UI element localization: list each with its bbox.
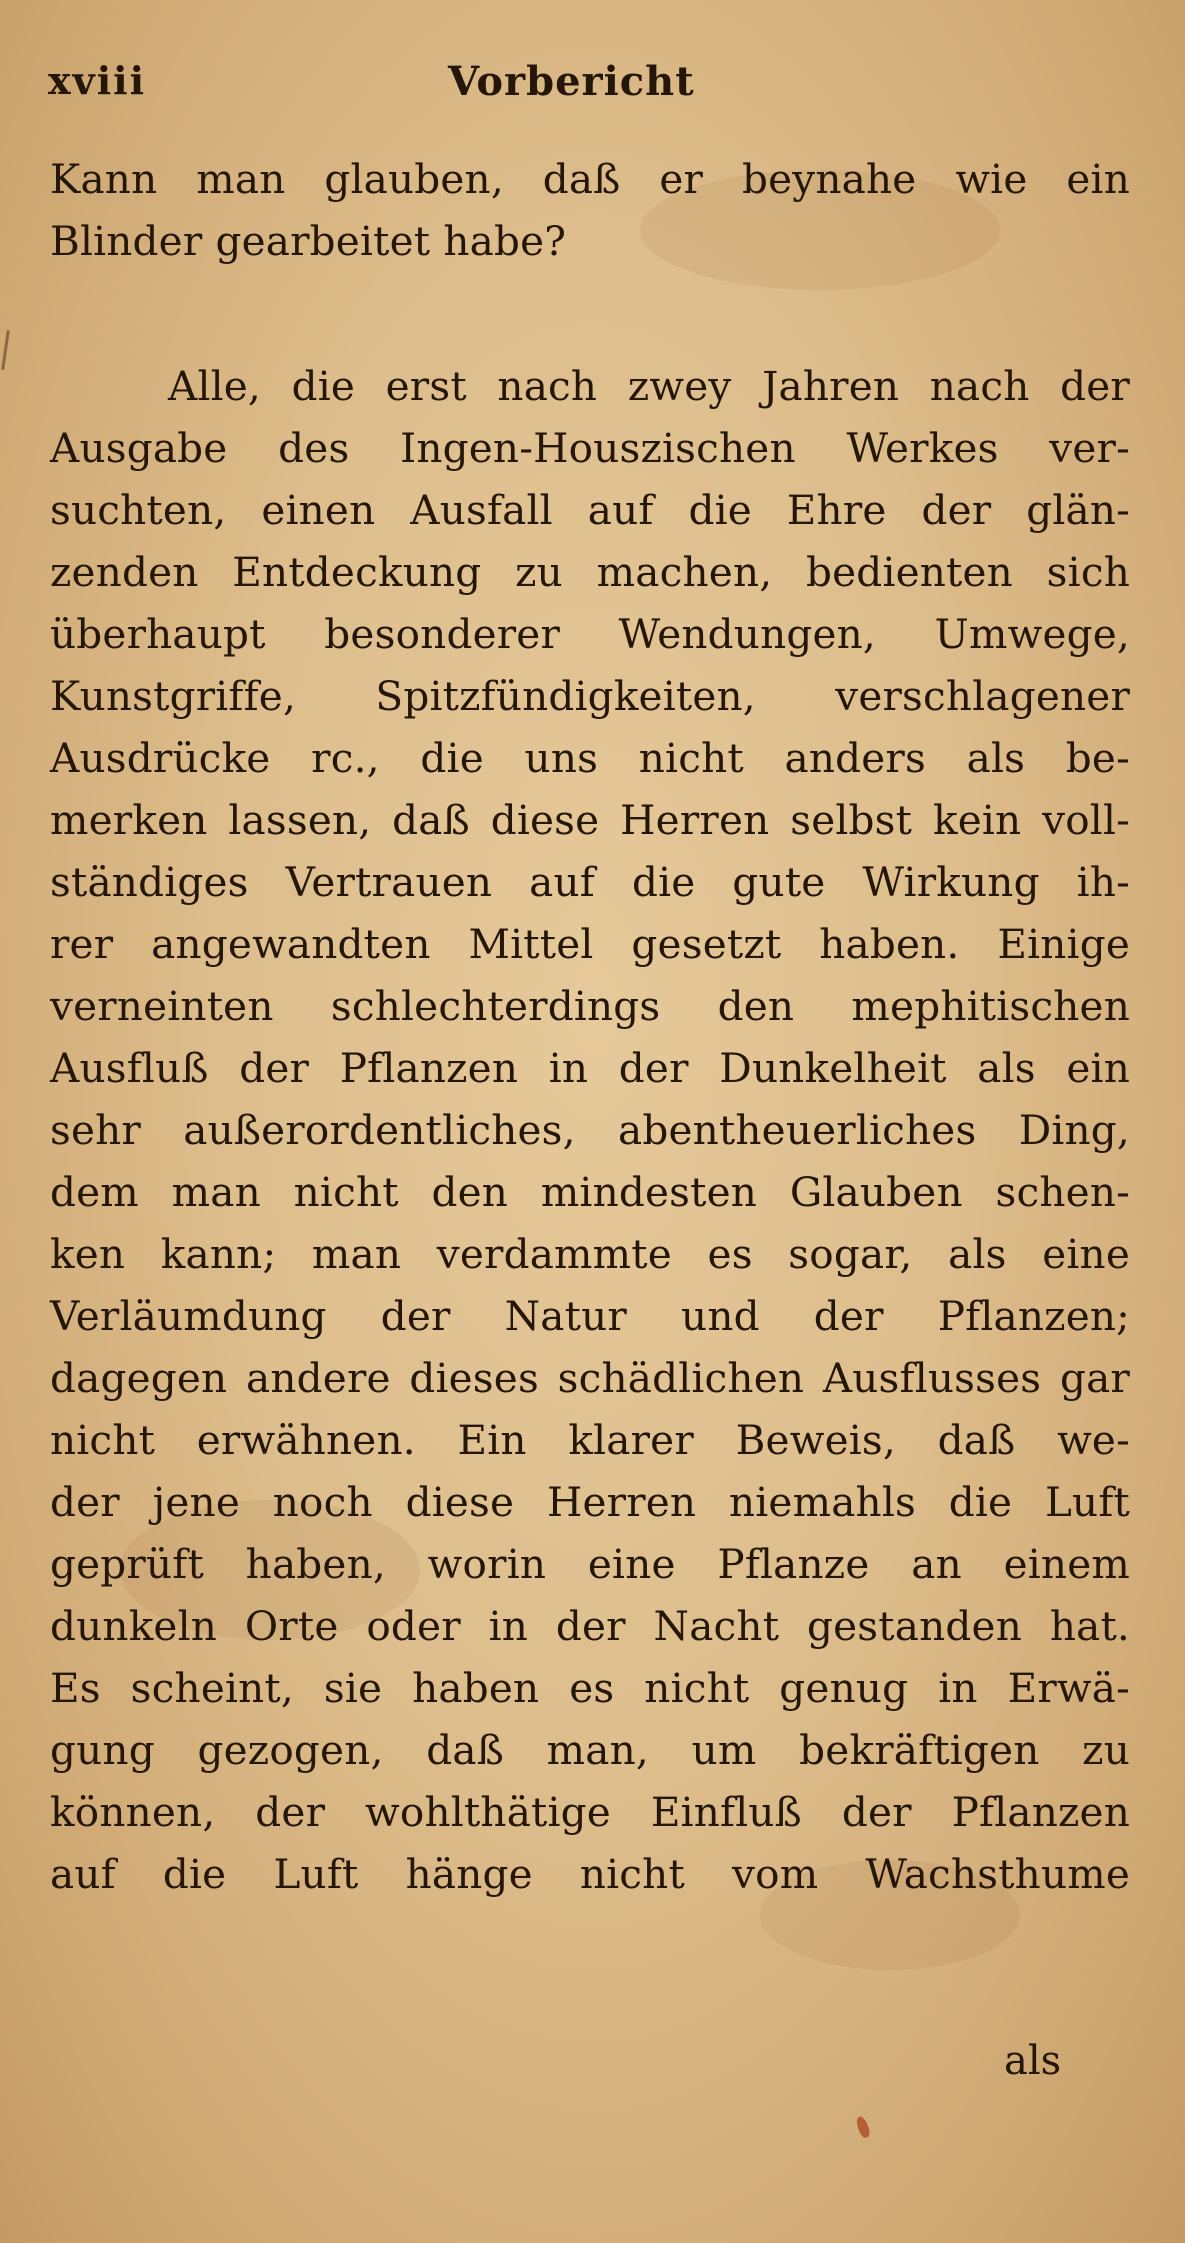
margin-mark	[1, 330, 10, 370]
text-line: dagegen andere dieses schädlichen Ausflusses gar	[50, 1354, 1130, 1402]
text-line: dunkeln Orte oder in der Nacht gestanden hat.	[50, 1602, 1130, 1650]
text-line: Verläumdung der Natur und der Pflanzen;	[50, 1292, 1130, 1340]
text-line: ständiges Vertrauen auf die gute Wirkung ih-	[50, 858, 1130, 906]
text-line: verneinten schlechterdings den mephitischen	[50, 982, 1130, 1030]
running-head	[0, 58, 1185, 118]
text-line: der jene noch diese Herren niemahls die Luft	[50, 1478, 1130, 1526]
text-line: Kunstgriffe, Spitzfündigkeiten, verschlagener	[50, 672, 1130, 720]
text-line: Ausfluß der Pflanzen in der Dunkelheit als ein	[50, 1044, 1130, 1092]
text-line: Ausdrücke rc., die uns nicht anders als be-	[50, 734, 1130, 782]
text-line: Blinder gearbeitet habe?	[50, 217, 567, 265]
text-line: auf die Luft hänge nicht vom Wachsthume	[50, 1850, 1130, 1898]
text-line: dem man nicht den mindesten Glauben schen-	[50, 1168, 1130, 1216]
text-line: gung gezogen, daß man, um bekräftigen zu	[50, 1726, 1130, 1774]
text-line: geprüft haben, worin eine Pflanze an einem	[50, 1540, 1130, 1588]
text-line: Ausgabe des Ingen-Houszischen Werkes ver-	[50, 424, 1130, 472]
text-line: zenden Entdeckung zu machen, bedienten sich	[50, 548, 1130, 596]
text-line: Es scheint, sie haben es nicht genug in Erwä-	[50, 1664, 1130, 1712]
text-line: merken lassen, daß diese Herren selbst kein voll-	[50, 796, 1130, 844]
running-title: Vorbericht	[448, 58, 695, 105]
ink-speck	[855, 2115, 872, 2139]
text-line: sehr außerordentliches, abentheuerliches Ding,	[50, 1106, 1130, 1154]
text-line: Kann man glauben, daß er beynahe wie ein	[50, 155, 1130, 203]
text-line: ken kann; man verdammte es sogar, als eine	[50, 1230, 1130, 1278]
page-number: xviii	[48, 58, 147, 103]
text-line: rer angewandten Mittel gesetzt haben. Einige	[50, 920, 1130, 968]
catchword: als	[1004, 2038, 1062, 2084]
paragraph-first-line: Alle, die erst nach zwey Jahren nach der	[168, 362, 1130, 410]
text-line: nicht erwähnen. Ein klarer Beweis, daß we-	[50, 1416, 1130, 1464]
text-line: überhaupt besonderer Wendungen, Umwege,	[50, 610, 1130, 658]
text-line: können, der wohlthätige Einfluß der Pflanzen	[50, 1788, 1130, 1836]
text-line: suchten, einen Ausfall auf die Ehre der glän-	[50, 486, 1130, 534]
